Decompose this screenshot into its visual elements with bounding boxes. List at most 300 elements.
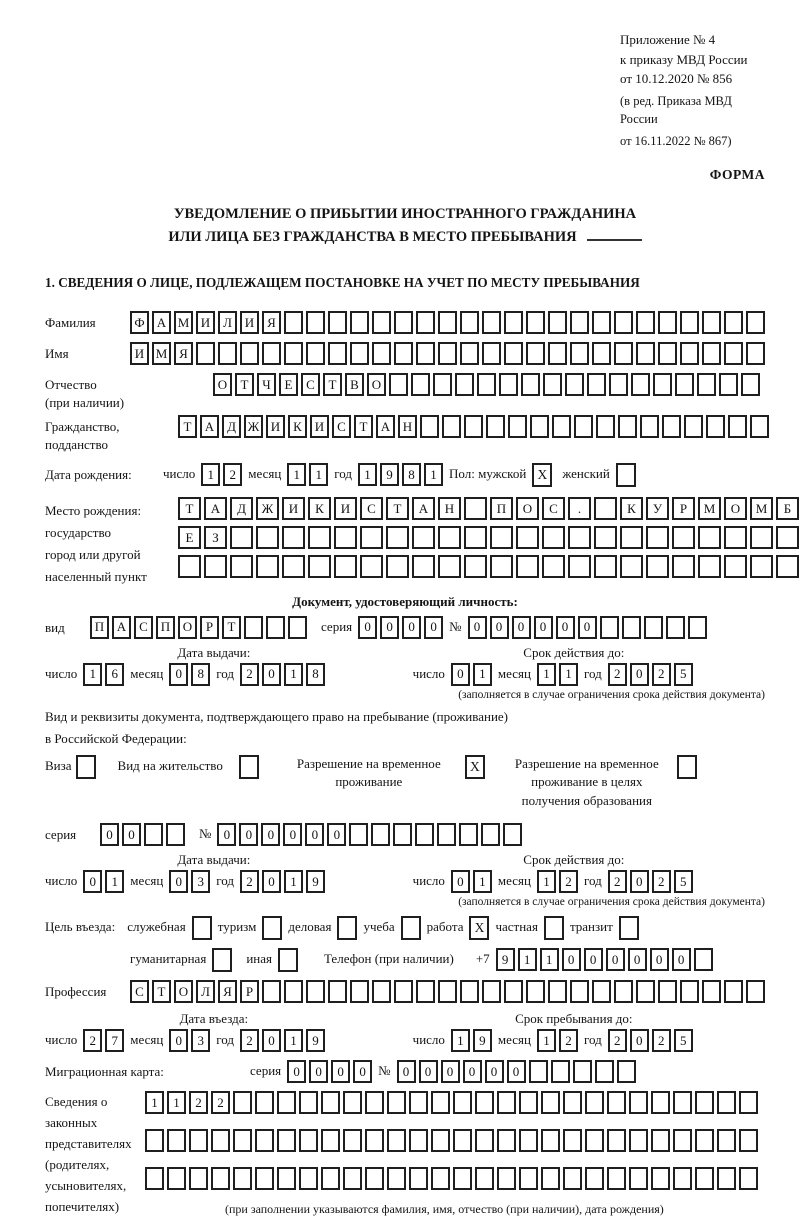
char-cell[interactable]: 1 bbox=[537, 663, 556, 686]
char-cell[interactable] bbox=[541, 1167, 560, 1190]
char-cell[interactable] bbox=[464, 415, 483, 438]
char-cell[interactable] bbox=[662, 415, 681, 438]
char-cell[interactable]: 2 bbox=[608, 870, 627, 893]
char-cell[interactable] bbox=[490, 526, 513, 549]
char-cell[interactable] bbox=[438, 311, 457, 334]
char-cell[interactable] bbox=[393, 823, 412, 846]
char-cell[interactable]: 0 bbox=[380, 616, 399, 639]
char-cell[interactable] bbox=[372, 311, 391, 334]
char-cell[interactable] bbox=[563, 1129, 582, 1152]
char-cell[interactable]: П bbox=[490, 497, 513, 520]
char-cell[interactable]: Т bbox=[178, 415, 197, 438]
char-cell[interactable]: С bbox=[301, 373, 320, 396]
char-cell[interactable] bbox=[717, 1167, 736, 1190]
char-cell[interactable]: 2 bbox=[652, 663, 671, 686]
char-cell[interactable] bbox=[262, 980, 281, 1003]
char-cell[interactable]: И bbox=[196, 311, 215, 334]
char-cell[interactable]: 0 bbox=[628, 948, 647, 971]
char-cell[interactable]: Л bbox=[218, 311, 237, 334]
char-cell[interactable] bbox=[438, 980, 457, 1003]
char-cell[interactable] bbox=[482, 311, 501, 334]
char-cell[interactable] bbox=[653, 373, 672, 396]
char-cell[interactable]: К bbox=[620, 497, 643, 520]
char-cell[interactable]: 0 bbox=[262, 870, 281, 893]
char-cell[interactable] bbox=[455, 373, 474, 396]
char-cell[interactable] bbox=[442, 415, 461, 438]
char-cell[interactable] bbox=[565, 373, 584, 396]
char-cell[interactable]: 0 bbox=[534, 616, 553, 639]
char-cell[interactable] bbox=[334, 555, 357, 578]
char-cell[interactable] bbox=[724, 555, 747, 578]
char-cell[interactable]: Я bbox=[174, 342, 193, 365]
char-cell[interactable] bbox=[675, 373, 694, 396]
char-cell[interactable] bbox=[166, 823, 185, 846]
char-cell[interactable]: 0 bbox=[584, 948, 603, 971]
temp-residence-education-checkbox[interactable] bbox=[677, 755, 697, 779]
char-cell[interactable]: 0 bbox=[358, 616, 377, 639]
char-cell[interactable] bbox=[541, 1091, 560, 1114]
char-cell[interactable]: 1 bbox=[537, 1029, 556, 1052]
char-cell[interactable] bbox=[409, 1129, 428, 1152]
purpose-work-checkbox[interactable]: X bbox=[469, 916, 489, 940]
char-cell[interactable]: П bbox=[156, 616, 175, 639]
char-cell[interactable] bbox=[644, 616, 663, 639]
char-cell[interactable]: 0 bbox=[512, 616, 531, 639]
char-cell[interactable] bbox=[497, 1167, 516, 1190]
char-cell[interactable] bbox=[334, 526, 357, 549]
char-cell[interactable]: Ж bbox=[256, 497, 279, 520]
char-cell[interactable] bbox=[529, 1060, 548, 1083]
char-cell[interactable] bbox=[573, 1060, 592, 1083]
char-cell[interactable]: 0 bbox=[239, 823, 258, 846]
char-cell[interactable]: Ж bbox=[244, 415, 263, 438]
char-cell[interactable] bbox=[360, 555, 383, 578]
char-cell[interactable] bbox=[328, 980, 347, 1003]
char-cell[interactable] bbox=[724, 311, 743, 334]
char-cell[interactable] bbox=[262, 342, 281, 365]
char-cell[interactable] bbox=[746, 311, 765, 334]
char-cell[interactable]: 1 bbox=[540, 948, 559, 971]
char-cell[interactable] bbox=[282, 555, 305, 578]
char-cell[interactable] bbox=[776, 555, 799, 578]
char-cell[interactable] bbox=[409, 1091, 428, 1114]
char-cell[interactable] bbox=[728, 415, 747, 438]
char-cell[interactable]: С bbox=[332, 415, 351, 438]
char-cell[interactable] bbox=[453, 1091, 472, 1114]
char-cell[interactable] bbox=[230, 555, 253, 578]
char-cell[interactable]: 9 bbox=[496, 948, 515, 971]
char-cell[interactable] bbox=[321, 1167, 340, 1190]
char-cell[interactable]: 0 bbox=[556, 616, 575, 639]
char-cell[interactable]: 0 bbox=[451, 870, 470, 893]
char-cell[interactable]: 5 bbox=[674, 870, 693, 893]
char-cell[interactable]: 1 bbox=[83, 663, 102, 686]
char-cell[interactable] bbox=[548, 311, 567, 334]
char-cell[interactable]: И bbox=[334, 497, 357, 520]
char-cell[interactable] bbox=[607, 1167, 626, 1190]
char-cell[interactable] bbox=[481, 823, 500, 846]
char-cell[interactable] bbox=[594, 526, 617, 549]
char-cell[interactable] bbox=[658, 342, 677, 365]
char-cell[interactable]: 0 bbox=[507, 1060, 526, 1083]
char-cell[interactable] bbox=[724, 342, 743, 365]
char-cell[interactable] bbox=[680, 342, 699, 365]
char-cell[interactable] bbox=[519, 1129, 538, 1152]
char-cell[interactable] bbox=[288, 616, 307, 639]
char-cell[interactable]: 0 bbox=[169, 1029, 188, 1052]
char-cell[interactable]: 1 bbox=[287, 463, 306, 486]
char-cell[interactable] bbox=[552, 415, 571, 438]
char-cell[interactable] bbox=[328, 342, 347, 365]
char-cell[interactable] bbox=[574, 415, 593, 438]
char-cell[interactable] bbox=[394, 342, 413, 365]
char-cell[interactable] bbox=[453, 1167, 472, 1190]
char-cell[interactable] bbox=[306, 980, 325, 1003]
char-cell[interactable] bbox=[570, 342, 589, 365]
char-cell[interactable] bbox=[629, 1129, 648, 1152]
char-cell[interactable] bbox=[412, 526, 435, 549]
char-cell[interactable] bbox=[431, 1091, 450, 1114]
char-cell[interactable] bbox=[178, 555, 201, 578]
char-cell[interactable]: М bbox=[698, 497, 721, 520]
char-cell[interactable]: 1 bbox=[284, 1029, 303, 1052]
char-cell[interactable] bbox=[695, 1167, 714, 1190]
char-cell[interactable]: 5 bbox=[674, 663, 693, 686]
char-cell[interactable] bbox=[673, 1091, 692, 1114]
char-cell[interactable]: 0 bbox=[441, 1060, 460, 1083]
char-cell[interactable] bbox=[475, 1129, 494, 1152]
char-cell[interactable] bbox=[672, 526, 695, 549]
char-cell[interactable] bbox=[614, 342, 633, 365]
char-cell[interactable]: 2 bbox=[83, 1029, 102, 1052]
char-cell[interactable] bbox=[594, 497, 617, 520]
char-cell[interactable]: Т bbox=[178, 497, 201, 520]
char-cell[interactable]: 0 bbox=[490, 616, 509, 639]
char-cell[interactable]: О bbox=[367, 373, 386, 396]
char-cell[interactable]: У bbox=[646, 497, 669, 520]
char-cell[interactable]: 1 bbox=[559, 663, 578, 686]
char-cell[interactable]: 0 bbox=[169, 663, 188, 686]
purpose-other-checkbox[interactable] bbox=[278, 948, 298, 972]
char-cell[interactable] bbox=[607, 1129, 626, 1152]
char-cell[interactable] bbox=[646, 526, 669, 549]
char-cell[interactable]: 0 bbox=[353, 1060, 372, 1083]
char-cell[interactable] bbox=[600, 616, 619, 639]
char-cell[interactable] bbox=[609, 373, 628, 396]
char-cell[interactable] bbox=[504, 980, 523, 1003]
char-cell[interactable] bbox=[438, 526, 461, 549]
char-cell[interactable]: 0 bbox=[261, 823, 280, 846]
char-cell[interactable] bbox=[673, 1129, 692, 1152]
char-cell[interactable]: 7 bbox=[105, 1029, 124, 1052]
char-cell[interactable] bbox=[459, 823, 478, 846]
char-cell[interactable] bbox=[475, 1091, 494, 1114]
char-cell[interactable]: 2 bbox=[223, 463, 242, 486]
char-cell[interactable] bbox=[585, 1129, 604, 1152]
char-cell[interactable]: М bbox=[152, 342, 171, 365]
char-cell[interactable] bbox=[255, 1129, 274, 1152]
char-cell[interactable]: 1 bbox=[167, 1091, 186, 1114]
char-cell[interactable]: 8 bbox=[402, 463, 421, 486]
char-cell[interactable] bbox=[277, 1091, 296, 1114]
char-cell[interactable] bbox=[371, 823, 390, 846]
char-cell[interactable]: 0 bbox=[287, 1060, 306, 1083]
char-cell[interactable]: 3 bbox=[191, 1029, 210, 1052]
char-cell[interactable] bbox=[282, 526, 305, 549]
char-cell[interactable]: И bbox=[130, 342, 149, 365]
char-cell[interactable] bbox=[684, 415, 703, 438]
char-cell[interactable]: О bbox=[174, 980, 193, 1003]
char-cell[interactable] bbox=[266, 616, 285, 639]
char-cell[interactable] bbox=[416, 980, 435, 1003]
char-cell[interactable] bbox=[416, 342, 435, 365]
char-cell[interactable] bbox=[717, 1129, 736, 1152]
char-cell[interactable] bbox=[167, 1129, 186, 1152]
char-cell[interactable]: А bbox=[112, 616, 131, 639]
char-cell[interactable]: С bbox=[134, 616, 153, 639]
char-cell[interactable]: 0 bbox=[331, 1060, 350, 1083]
char-cell[interactable] bbox=[750, 526, 773, 549]
char-cell[interactable]: Н bbox=[398, 415, 417, 438]
char-cell[interactable]: Р bbox=[672, 497, 695, 520]
char-cell[interactable]: 8 bbox=[191, 663, 210, 686]
char-cell[interactable] bbox=[516, 526, 539, 549]
char-cell[interactable] bbox=[497, 1091, 516, 1114]
char-cell[interactable] bbox=[542, 526, 565, 549]
char-cell[interactable]: 1 bbox=[284, 663, 303, 686]
char-cell[interactable] bbox=[360, 526, 383, 549]
char-cell[interactable]: Е bbox=[178, 526, 201, 549]
char-cell[interactable] bbox=[629, 1091, 648, 1114]
char-cell[interactable] bbox=[433, 373, 452, 396]
char-cell[interactable] bbox=[724, 980, 743, 1003]
char-cell[interactable] bbox=[636, 342, 655, 365]
char-cell[interactable]: 1 bbox=[284, 870, 303, 893]
char-cell[interactable]: П bbox=[90, 616, 109, 639]
char-cell[interactable]: 0 bbox=[630, 870, 649, 893]
char-cell[interactable] bbox=[394, 311, 413, 334]
char-cell[interactable] bbox=[695, 1091, 714, 1114]
char-cell[interactable]: . bbox=[568, 497, 591, 520]
char-cell[interactable] bbox=[521, 373, 540, 396]
char-cell[interactable]: Т bbox=[152, 980, 171, 1003]
char-cell[interactable]: 9 bbox=[306, 870, 325, 893]
char-cell[interactable] bbox=[526, 342, 545, 365]
char-cell[interactable]: 0 bbox=[451, 663, 470, 686]
char-cell[interactable] bbox=[482, 980, 501, 1003]
char-cell[interactable]: 0 bbox=[463, 1060, 482, 1083]
char-cell[interactable] bbox=[526, 980, 545, 1003]
char-cell[interactable]: 0 bbox=[672, 948, 691, 971]
char-cell[interactable] bbox=[343, 1129, 362, 1152]
purpose-private-checkbox[interactable] bbox=[544, 916, 564, 940]
char-cell[interactable] bbox=[688, 616, 707, 639]
char-cell[interactable]: Л bbox=[196, 980, 215, 1003]
char-cell[interactable]: 0 bbox=[424, 616, 443, 639]
char-cell[interactable] bbox=[211, 1129, 230, 1152]
char-cell[interactable] bbox=[256, 555, 279, 578]
char-cell[interactable]: 1 bbox=[537, 870, 556, 893]
char-cell[interactable] bbox=[328, 311, 347, 334]
char-cell[interactable]: О bbox=[724, 497, 747, 520]
char-cell[interactable] bbox=[702, 342, 721, 365]
char-cell[interactable]: 0 bbox=[305, 823, 324, 846]
purpose-business-checkbox[interactable] bbox=[192, 916, 212, 940]
char-cell[interactable]: 2 bbox=[240, 870, 259, 893]
sex-male-checkbox[interactable]: X bbox=[532, 463, 552, 487]
char-cell[interactable] bbox=[694, 948, 713, 971]
char-cell[interactable]: 0 bbox=[122, 823, 141, 846]
char-cell[interactable] bbox=[658, 980, 677, 1003]
char-cell[interactable] bbox=[321, 1129, 340, 1152]
char-cell[interactable]: И bbox=[310, 415, 329, 438]
char-cell[interactable] bbox=[658, 311, 677, 334]
char-cell[interactable]: 0 bbox=[262, 1029, 281, 1052]
char-cell[interactable] bbox=[464, 526, 487, 549]
char-cell[interactable] bbox=[568, 526, 591, 549]
char-cell[interactable] bbox=[299, 1091, 318, 1114]
char-cell[interactable] bbox=[277, 1167, 296, 1190]
char-cell[interactable]: Р bbox=[200, 616, 219, 639]
visa-checkbox[interactable] bbox=[76, 755, 96, 779]
char-cell[interactable] bbox=[240, 342, 259, 365]
char-cell[interactable] bbox=[255, 1167, 274, 1190]
char-cell[interactable] bbox=[504, 342, 523, 365]
char-cell[interactable] bbox=[306, 342, 325, 365]
char-cell[interactable] bbox=[365, 1129, 384, 1152]
char-cell[interactable]: 2 bbox=[559, 1029, 578, 1052]
char-cell[interactable] bbox=[672, 555, 695, 578]
char-cell[interactable] bbox=[618, 415, 637, 438]
char-cell[interactable] bbox=[750, 555, 773, 578]
char-cell[interactable]: 0 bbox=[217, 823, 236, 846]
char-cell[interactable] bbox=[411, 373, 430, 396]
char-cell[interactable]: М bbox=[750, 497, 773, 520]
char-cell[interactable] bbox=[372, 980, 391, 1003]
char-cell[interactable] bbox=[516, 555, 539, 578]
char-cell[interactable]: 0 bbox=[630, 663, 649, 686]
char-cell[interactable] bbox=[233, 1129, 252, 1152]
char-cell[interactable] bbox=[739, 1167, 758, 1190]
char-cell[interactable] bbox=[365, 1167, 384, 1190]
char-cell[interactable] bbox=[497, 1129, 516, 1152]
char-cell[interactable]: 1 bbox=[309, 463, 328, 486]
char-cell[interactable] bbox=[394, 980, 413, 1003]
char-cell[interactable]: 0 bbox=[397, 1060, 416, 1083]
char-cell[interactable] bbox=[365, 1091, 384, 1114]
char-cell[interactable] bbox=[702, 980, 721, 1003]
char-cell[interactable]: О bbox=[213, 373, 232, 396]
char-cell[interactable]: Ф bbox=[130, 311, 149, 334]
char-cell[interactable]: Б bbox=[776, 497, 799, 520]
char-cell[interactable]: Е bbox=[279, 373, 298, 396]
char-cell[interactable] bbox=[640, 415, 659, 438]
char-cell[interactable]: А bbox=[152, 311, 171, 334]
char-cell[interactable]: 0 bbox=[100, 823, 119, 846]
char-cell[interactable] bbox=[526, 311, 545, 334]
char-cell[interactable] bbox=[776, 526, 799, 549]
char-cell[interactable]: 2 bbox=[240, 1029, 259, 1052]
char-cell[interactable] bbox=[530, 415, 549, 438]
char-cell[interactable] bbox=[284, 980, 303, 1003]
char-cell[interactable]: Ч bbox=[257, 373, 276, 396]
char-cell[interactable] bbox=[233, 1167, 252, 1190]
char-cell[interactable]: И bbox=[240, 311, 259, 334]
char-cell[interactable] bbox=[651, 1129, 670, 1152]
char-cell[interactable]: З bbox=[204, 526, 227, 549]
char-cell[interactable] bbox=[504, 311, 523, 334]
char-cell[interactable] bbox=[680, 980, 699, 1003]
char-cell[interactable]: 0 bbox=[83, 870, 102, 893]
char-cell[interactable] bbox=[189, 1129, 208, 1152]
char-cell[interactable] bbox=[299, 1167, 318, 1190]
char-cell[interactable]: С bbox=[130, 980, 149, 1003]
char-cell[interactable]: 1 bbox=[473, 870, 492, 893]
char-cell[interactable]: А bbox=[376, 415, 395, 438]
char-cell[interactable] bbox=[607, 1091, 626, 1114]
char-cell[interactable] bbox=[409, 1167, 428, 1190]
char-cell[interactable]: Р bbox=[240, 980, 259, 1003]
char-cell[interactable] bbox=[145, 1129, 164, 1152]
char-cell[interactable] bbox=[620, 555, 643, 578]
char-cell[interactable] bbox=[548, 342, 567, 365]
char-cell[interactable]: 1 bbox=[473, 663, 492, 686]
char-cell[interactable]: 0 bbox=[468, 616, 487, 639]
char-cell[interactable] bbox=[490, 555, 513, 578]
char-cell[interactable] bbox=[739, 1091, 758, 1114]
char-cell[interactable]: К bbox=[288, 415, 307, 438]
char-cell[interactable]: Д bbox=[230, 497, 253, 520]
char-cell[interactable] bbox=[570, 311, 589, 334]
char-cell[interactable] bbox=[431, 1129, 450, 1152]
char-cell[interactable] bbox=[386, 526, 409, 549]
char-cell[interactable] bbox=[387, 1091, 406, 1114]
char-cell[interactable] bbox=[464, 497, 487, 520]
char-cell[interactable]: 9 bbox=[473, 1029, 492, 1052]
char-cell[interactable] bbox=[321, 1091, 340, 1114]
char-cell[interactable] bbox=[614, 311, 633, 334]
char-cell[interactable] bbox=[277, 1129, 296, 1152]
char-cell[interactable] bbox=[350, 980, 369, 1003]
char-cell[interactable] bbox=[218, 342, 237, 365]
char-cell[interactable] bbox=[486, 415, 505, 438]
char-cell[interactable]: 0 bbox=[578, 616, 597, 639]
char-cell[interactable]: Н bbox=[438, 497, 461, 520]
char-cell[interactable] bbox=[387, 1129, 406, 1152]
char-cell[interactable] bbox=[719, 373, 738, 396]
char-cell[interactable]: 0 bbox=[606, 948, 625, 971]
char-cell[interactable] bbox=[750, 415, 769, 438]
char-cell[interactable]: 3 bbox=[191, 870, 210, 893]
char-cell[interactable]: О bbox=[516, 497, 539, 520]
char-cell[interactable] bbox=[343, 1167, 362, 1190]
char-cell[interactable] bbox=[415, 823, 434, 846]
char-cell[interactable]: С bbox=[542, 497, 565, 520]
char-cell[interactable]: 2 bbox=[559, 870, 578, 893]
char-cell[interactable]: 0 bbox=[169, 870, 188, 893]
char-cell[interactable] bbox=[189, 1167, 208, 1190]
purpose-humanitarian-checkbox[interactable] bbox=[212, 948, 232, 972]
char-cell[interactable]: 2 bbox=[652, 870, 671, 893]
char-cell[interactable] bbox=[543, 373, 562, 396]
char-cell[interactable] bbox=[349, 823, 368, 846]
char-cell[interactable]: 8 bbox=[306, 663, 325, 686]
char-cell[interactable] bbox=[568, 555, 591, 578]
char-cell[interactable] bbox=[475, 1167, 494, 1190]
char-cell[interactable] bbox=[592, 980, 611, 1003]
char-cell[interactable] bbox=[741, 373, 760, 396]
char-cell[interactable] bbox=[255, 1091, 274, 1114]
